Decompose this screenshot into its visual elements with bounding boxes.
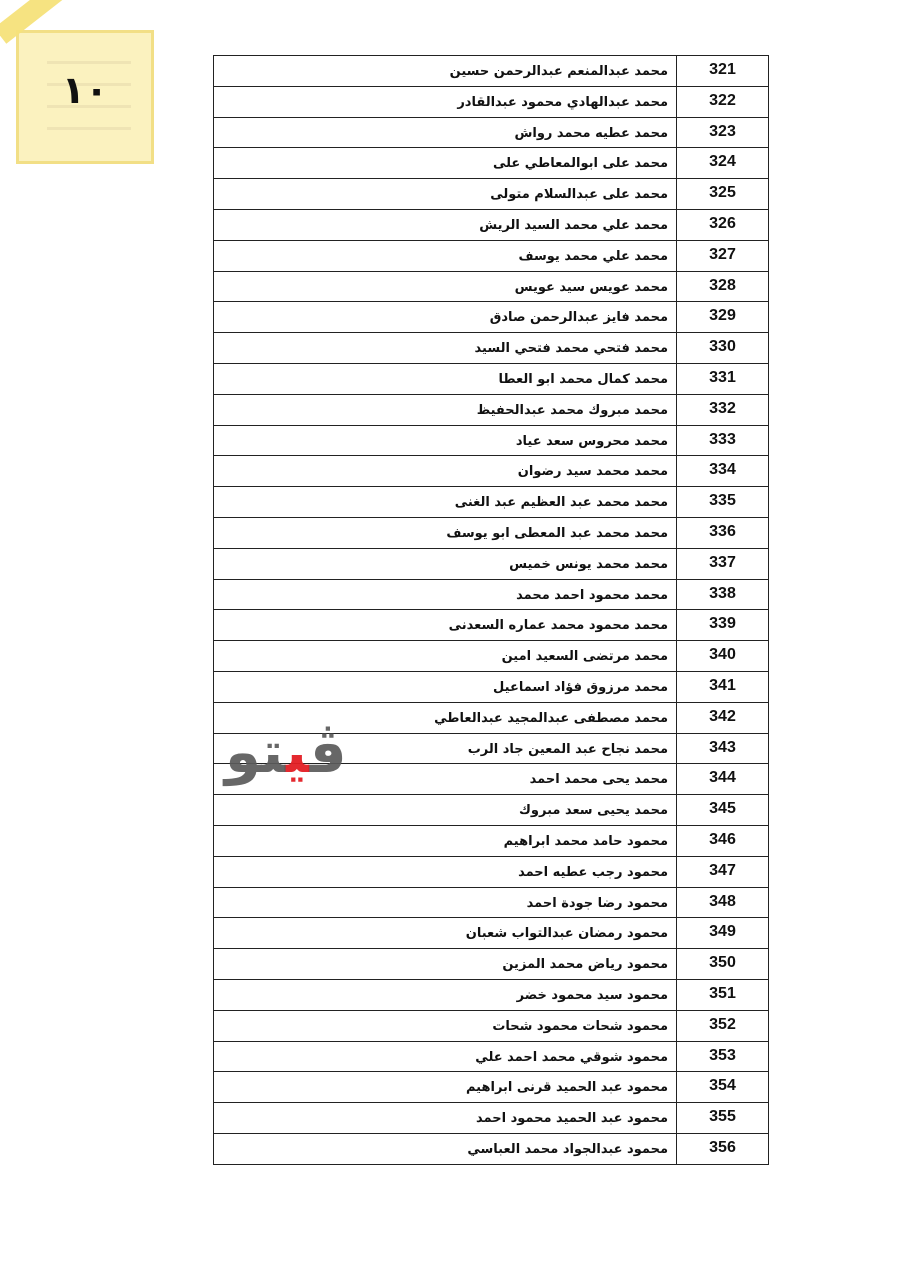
- name-cell: محمد محمود احمد محمد: [214, 580, 677, 610]
- name-cell: محمد على ابوالمعاطي على: [214, 148, 677, 178]
- name-cell: محمد على عبدالسلام متولى: [214, 179, 677, 209]
- serial-number-cell: 335: [677, 487, 769, 517]
- name-cell: محمد مرتضى السعيد امين: [214, 641, 677, 671]
- serial-number-cell: 341: [677, 672, 769, 702]
- table-row: [214, 210, 769, 241]
- serial-number-cell: 330: [677, 333, 769, 363]
- name-cell: محمود شوقي محمد احمد علي: [214, 1042, 677, 1072]
- name-cell: محمد عويس سيد عويس: [214, 272, 677, 302]
- table-row: [214, 1103, 769, 1134]
- name-cell: محمد مبروك محمد عبدالحفيظ: [214, 395, 677, 425]
- serial-number-cell: 351: [677, 980, 769, 1010]
- serial-number-cell: 332: [677, 395, 769, 425]
- watermark-part: ڤ: [308, 718, 347, 786]
- name-cell: محمد نجاح عبد المعين جاد الرب: [214, 734, 677, 764]
- serial-number-cell: 348: [677, 888, 769, 918]
- table-row: [214, 826, 769, 857]
- note-rule-line: [47, 127, 131, 130]
- table-row: [214, 333, 769, 364]
- serial-number-cell: 355: [677, 1103, 769, 1133]
- serial-number-cell: 322: [677, 87, 769, 117]
- table-row: [214, 518, 769, 549]
- name-cell: محمد فتحي محمد فتحي السيد: [214, 333, 677, 363]
- table-row: [214, 456, 769, 487]
- names-table: [213, 55, 769, 1165]
- serial-number-cell: 349: [677, 918, 769, 948]
- name-cell: محمد يحى محمد احمد: [214, 764, 677, 794]
- table-row: [214, 1134, 769, 1165]
- table-row: [214, 672, 769, 703]
- table-row: [214, 87, 769, 118]
- name-cell: محمد محمد عبد العظيم عبد الغنى: [214, 487, 677, 517]
- watermark-part: تو: [225, 718, 286, 786]
- serial-number-cell: 356: [677, 1134, 769, 1164]
- serial-number-cell: 323: [677, 118, 769, 148]
- name-cell: محمد فايز عبدالرحمن صادق: [214, 302, 677, 332]
- name-cell: محمود شحات محمود شحات: [214, 1011, 677, 1041]
- watermark-logo: [225, 712, 347, 792]
- name-cell: محمود رمضان عبدالتواب شعبان: [214, 918, 677, 948]
- watermark-part: ي: [285, 718, 309, 786]
- table-row: [214, 241, 769, 272]
- name-cell: محمود عبدالجواد محمد العباسي: [214, 1134, 677, 1164]
- name-cell: محمود حامد محمد ابراهيم: [214, 826, 677, 856]
- table-row: [214, 918, 769, 949]
- serial-number-cell: 354: [677, 1072, 769, 1102]
- name-cell: محمد محمود محمد عماره السعدنى: [214, 610, 677, 640]
- table-row: [214, 56, 769, 87]
- note-rule-line: [47, 61, 131, 64]
- name-cell: محمد علي محمد السيد الريش: [214, 210, 677, 240]
- serial-number-cell: 339: [677, 610, 769, 640]
- table-row: [214, 426, 769, 457]
- name-cell: محمود رياض محمد المزين: [214, 949, 677, 979]
- table-row: [214, 272, 769, 303]
- serial-number-cell: 353: [677, 1042, 769, 1072]
- table-row: [214, 795, 769, 826]
- name-cell: محمود سيد محمود خضر: [214, 980, 677, 1010]
- serial-number-cell: 344: [677, 764, 769, 794]
- table-row: [214, 302, 769, 333]
- name-cell: محمد محروس سعد عياد: [214, 426, 677, 456]
- table-row: [214, 364, 769, 395]
- serial-number-cell: 343: [677, 734, 769, 764]
- page-number-note: [16, 30, 154, 164]
- name-cell: محمد مصطفى عبدالمجيد عبدالعاطي: [214, 703, 677, 733]
- name-cell: محمود رجب عطيه احمد: [214, 857, 677, 887]
- name-cell: محمد محمد يونس خميس: [214, 549, 677, 579]
- table-row: [214, 118, 769, 149]
- serial-number-cell: 340: [677, 641, 769, 671]
- serial-number-cell: 352: [677, 1011, 769, 1041]
- name-cell: محمد عبدالمنعم عبدالرحمن حسين: [214, 56, 677, 86]
- table-row: [214, 1072, 769, 1103]
- serial-number-cell: 350: [677, 949, 769, 979]
- serial-number-cell: 329: [677, 302, 769, 332]
- serial-number-cell: 336: [677, 518, 769, 548]
- table-row: [214, 1011, 769, 1042]
- serial-number-cell: 328: [677, 272, 769, 302]
- name-cell: محمد يحيى سعد مبروك: [214, 795, 677, 825]
- table-row: [214, 1042, 769, 1073]
- serial-number-cell: 345: [677, 795, 769, 825]
- table-row: [214, 857, 769, 888]
- serial-number-cell: 326: [677, 210, 769, 240]
- serial-number-cell: 321: [677, 56, 769, 86]
- serial-number-cell: 327: [677, 241, 769, 271]
- table-row: [214, 395, 769, 426]
- table-row: [214, 641, 769, 672]
- name-cell: محمد علي محمد يوسف: [214, 241, 677, 271]
- table-row: [214, 888, 769, 919]
- serial-number-cell: 334: [677, 456, 769, 486]
- serial-number-cell: 342: [677, 703, 769, 733]
- name-cell: محمود عبد الحميد قرنى ابراهيم: [214, 1072, 677, 1102]
- name-cell: محمد عطيه محمد رواش: [214, 118, 677, 148]
- serial-number-cell: 331: [677, 364, 769, 394]
- table-row: [214, 980, 769, 1011]
- table-row: [214, 487, 769, 518]
- name-cell: محمود عبد الحميد محمود احمد: [214, 1103, 677, 1133]
- table-row: [214, 179, 769, 210]
- name-cell: محمد عبدالهادي محمود عبدالقادر: [214, 87, 677, 117]
- serial-number-cell: 324: [677, 148, 769, 178]
- name-cell: محمد محمد عبد المعطى ابو يوسف: [214, 518, 677, 548]
- serial-number-cell: 337: [677, 549, 769, 579]
- serial-number-cell: 338: [677, 580, 769, 610]
- name-cell: محمد مرزوق فؤاد اسماعيل: [214, 672, 677, 702]
- table-row: [214, 610, 769, 641]
- name-cell: محمد محمد سيد رضوان: [214, 456, 677, 486]
- name-cell: محمود رضا جودة احمد: [214, 888, 677, 918]
- serial-number-cell: 325: [677, 179, 769, 209]
- page-number: ١٠: [61, 68, 109, 112]
- table-row: [214, 580, 769, 611]
- serial-number-cell: 347: [677, 857, 769, 887]
- serial-number-cell: 346: [677, 826, 769, 856]
- table-row: [214, 148, 769, 179]
- table-row: [214, 549, 769, 580]
- serial-number-cell: 333: [677, 426, 769, 456]
- name-cell: محمد كمال محمد ابو العطا: [214, 364, 677, 394]
- table-row: [214, 949, 769, 980]
